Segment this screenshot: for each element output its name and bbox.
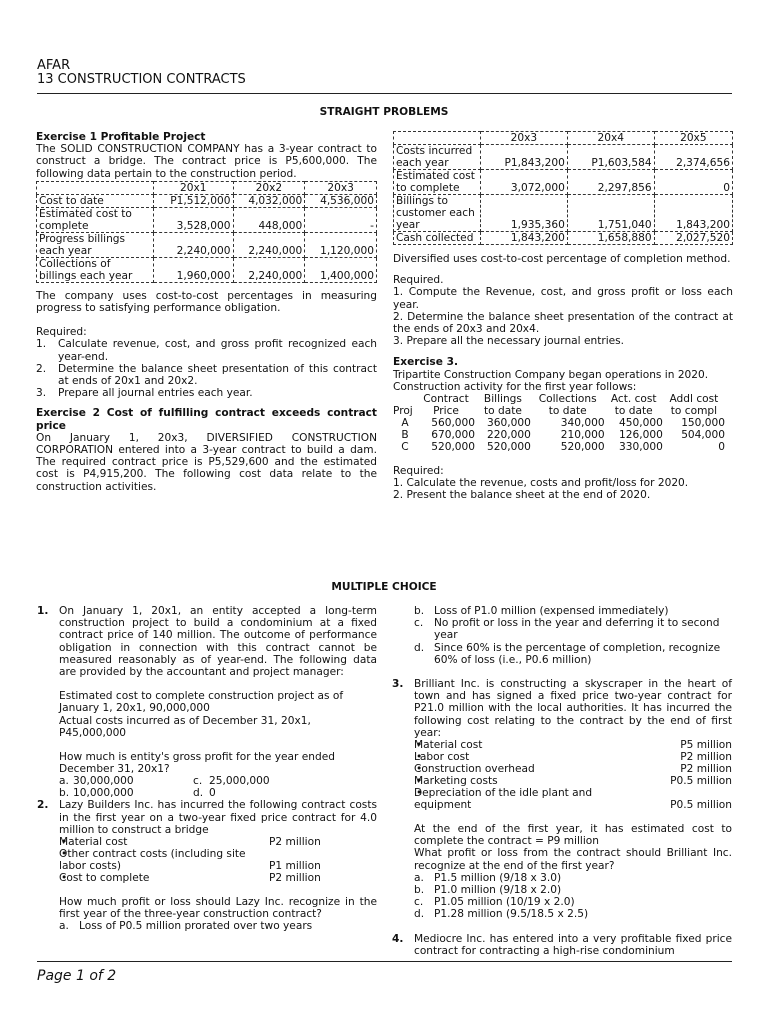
list-item: 2. Determine the balance sheet presentation of the contract at the ends of 20x3 and 20x4.: [393, 310, 733, 336]
question-text: Brilliant Inc. is constructing a skyscraper in the heart of town and has signed a fixed price two-year contract for P21.0 million with the local authorities. It has incurred the following cost relating to the contract by the end of first year:: [414, 678, 732, 739]
table-row: Estimated cost to complete 3,072,000 2,297,856 0: [394, 170, 733, 195]
option: c. P1.05 million (10/19 x 2.0): [414, 896, 575, 909]
footer-rule: [37, 961, 732, 962]
table-row: Cost to date P1,512,000 4,032,000 4,536,000: [37, 194, 377, 207]
option: b. Loss of P1.0 million (expensed immediately): [414, 605, 669, 617]
ex1-intro: The SOLID CONSTRUCTION COMPANY has a 3-year contract to construct a bridge. The contract price is P5,600,000. The following data pertain to the construction period.: [36, 143, 377, 180]
ex1-table: [36, 181, 377, 283]
question-text: At the end of the first year, it has estimated cost to complete the contract = P9 million: [414, 823, 732, 848]
option: a. Loss of P0.5 million prorated over two years: [59, 920, 313, 933]
question-1: 1. On January 1, 20x1, an entity accepted a long-term construction project to build a condominium at a fixed contract price of 140 million. The outcome of performance obligation in connection with this contract cannot be measured reasonably as of year-end. The following data are provided by the accountant and project manager: Estimated cost to complete construction project as of January 1, 20x1, 90,000,000 Actual costs incurred as of December 31, 20x1, P45,000,000 How much is entity's gross profit for the year ended December 31, 20x1? a. 30,000,000 c. 25,000,000 b. 10,000,000 d. 0: [37, 605, 377, 800]
ex3-title: Exercise 3.: [393, 356, 458, 369]
table-row: Costs incurred each year P1,843,200 P1,603,584 2,374,656: [394, 145, 733, 170]
section-title-straight: STRAIGHT PROBLEMS: [319, 106, 449, 118]
table-row: A 560,000 360,000 340,000 450,000 150,000: [401, 417, 725, 430]
left-column: [36, 131, 377, 493]
table-row: Contract Billings Collections Act. cost Addl cost: [423, 393, 719, 406]
q2-cost-list: [59, 836, 377, 884]
ex2-required: Required.: [393, 274, 444, 287]
q3-cost-list: [414, 739, 732, 811]
table-row: 20x1 20x2 20x3: [37, 181, 377, 194]
table-row: Collections of billings each year 1,960,000 2,240,000 1,400,000: [37, 257, 377, 282]
question-text: Mediocre Inc. has entered into a very profitable fixed price contract for contracting a high-rise condominium: [414, 932, 732, 957]
list-item: 1. Calculate the revenue, costs and profit/loss for 2020.: [393, 477, 689, 490]
option: a. P1.5 million (9/18 x 3.0): [414, 871, 562, 884]
list-item: 1. Calculate revenue, cost, and gross profit recognized each year-end.: [36, 338, 377, 363]
ex3-table: [393, 393, 725, 453]
mc-list-left: [37, 605, 377, 933]
ex1-note: The company uses cost-to-cost percentages in measuring progress to satisfying performance obligation.: [36, 289, 377, 315]
table-row: b. 10,000,000 d. 0: [59, 787, 216, 800]
list-item: • Labor cost P2 million: [414, 751, 732, 763]
option: c. No profit or loss in the year and deferring it to second year: [414, 617, 720, 642]
ex2-intro: On January 1, 20x3, DIVERSIFIED CONSTRUCTION CORPORATION entered into a 3-year contract to build a dam. The required contract price is P5,529,600 and the estimated cost is P4,915,200. The following cost data relate to the construction activities.: [36, 431, 377, 493]
ex3-required: Required:: [393, 465, 444, 478]
ex1-required-list: [36, 338, 377, 399]
option: d. P1.28 million (9.5/18.5 x 2.5): [414, 908, 589, 921]
question-data: Estimated cost to complete construction project as of January 1, 20x1, 90,000,000: [59, 690, 344, 715]
page-number: Page 1 of 2: [37, 968, 117, 984]
table-row: Cash collected 1,843,200 1,658,880 2,027,520: [394, 232, 733, 245]
list-item: • Other contract costs (including site labor costs) P1 million: [59, 848, 377, 872]
ex2-title: Exercise 2 Cost of fulfilling contract exceeds contract price: [36, 407, 377, 432]
ex2-table: [393, 131, 733, 245]
question-2: 2. Lazy Builders Inc. has incurred the following contract costs in the first year on a two-year fixed price contract for 4.0 million to construct a bridge • Material cost P2 million • Other contract costs (including site labor costs) P1 million • Cost to complete P2 million How much profit or loss should Lazy Inc. recognize in the first year of the three-year construction contract? a. Loss of P0.5 million prorated over two years: [37, 799, 377, 932]
question-data: Actual costs incurred as of December 31, 20x1, P45,000,000: [59, 714, 311, 739]
list-item: 2. Present the balance sheet at the end of 2020.: [393, 489, 651, 502]
table-row: Progress billings each year 2,240,000 2,240,000 1,120,000: [37, 232, 377, 257]
question-text: On January 1, 20x1, an entity accepted a long-term construction project to build a condominium at a fixed contract price of 140 million. The outcome of performance obligation in connection with this contract cannot be measured reasonably as of year-end. The following data are provided by the accountant and project manager:: [59, 605, 377, 679]
table-row: Estimated cost to complete 3,528,000 448,000 -: [37, 207, 377, 232]
list-item: 2. Determine the balance sheet presentation of this contract at ends of 20x1 and 20x2.: [36, 362, 377, 388]
chapter-header: 13 CONSTRUCTION CONTRACTS: [37, 72, 246, 87]
list-item: • Material cost P5 million: [414, 739, 732, 751]
ex1-title: Exercise 1 Profitable Project: [36, 131, 206, 143]
option: b. P1.0 million (9/18 x 2.0): [414, 884, 562, 897]
ex1-required: Required:: [36, 326, 87, 339]
ex3-intro: Tripartite Construction Company began operations in 2020. Construction activity for the first year follows:: [393, 368, 709, 393]
list-item: • Marketing costs P0.5 million: [414, 775, 732, 787]
subject-header: AFAR: [37, 58, 71, 73]
table-row: Billings to customer each year 1,935,360 1,751,040 1,843,200: [394, 195, 733, 232]
list-item: • Material cost P2 million: [59, 836, 377, 848]
option: d. Since 60% is the percentage of completion, recognize 60% of loss (i.e., P0.6 million): [414, 641, 721, 666]
mc-left-column: [37, 605, 377, 933]
table-row: C 520,000 520,000 520,000 330,000 0: [401, 441, 725, 454]
list-item: 3. Prepare all the necessary journal entries.: [393, 335, 625, 348]
list-item: • Cost to complete P2 million: [59, 872, 377, 884]
mc-right-column: [392, 605, 732, 957]
right-column: [393, 131, 733, 502]
table-row: a. 30,000,000 c. 25,000,000: [59, 775, 270, 788]
table-row: 20x3 20x4 20x5: [394, 132, 733, 145]
list-item: • Construction overhead P2 million: [414, 763, 732, 775]
ex2-note: Diversified uses cost-to-cost percentage of completion method.: [393, 253, 731, 265]
q2-options-continued: [392, 605, 732, 666]
question-prompt: How much profit or loss should Lazy Inc. recognize in the first year of the three-year construction contract?: [59, 896, 377, 921]
mc-list-right: [392, 678, 732, 957]
question-prompt: How much is entity's gross profit for the year ended December 31, 20x1?: [59, 751, 335, 776]
question-prompt: What profit or loss from the contract should Brilliant Inc. recognize at the end of the first year?: [414, 847, 732, 872]
list-item: • Depreciation of the idle plant and equipment P0.5 million: [414, 787, 732, 811]
header-rule: [37, 93, 732, 94]
question-4: 4. Mediocre Inc. has entered into a very profitable fixed price contract for contracting a high-rise condominium: [392, 932, 732, 957]
question-3: 3. Brilliant Inc. is constructing a skyscraper in the heart of town and has signed a fixed price two-year contract for P21.0 million with the local authorities. It has incurred the following cost relating to the contract by the end of first year: • Material cost P5 million • Labor cost P2 million • Construction overhead P2 million • Marketing costs P0.5 million • Depreciation of the idle plant and equipment P0.5 million At the end of the first year, it has estimated cost to complete the contract = P9 million What profit or loss from the contract should Brilliant Inc. recognize at the end of the first year? a. P1.5 million (9/18 x 3.0) b. P1.0 million (9/18 x 2.0) c. P1.05 million (10/19 x 2.0) d. P1.28 million (9.5/18.5 x 2.5): [392, 678, 732, 921]
question-text: Lazy Builders Inc. has incurred the following contract costs in the first year on a two-year fixed price contract for 4.0 million to construct a bridge: [59, 799, 377, 836]
section-title-mc: MULTIPLE CHOICE: [331, 581, 437, 593]
q1-options: [59, 775, 270, 799]
table-row: B 670,000 220,000 210,000 126,000 504,000: [401, 429, 725, 442]
list-item: 1. Compute the Revenue, cost, and gross profit or loss each year.: [393, 286, 733, 311]
list-item: 3. Prepare all journal entries each year.: [36, 387, 253, 400]
table-row: Proj Price to date to date to date to compl: [393, 405, 718, 418]
